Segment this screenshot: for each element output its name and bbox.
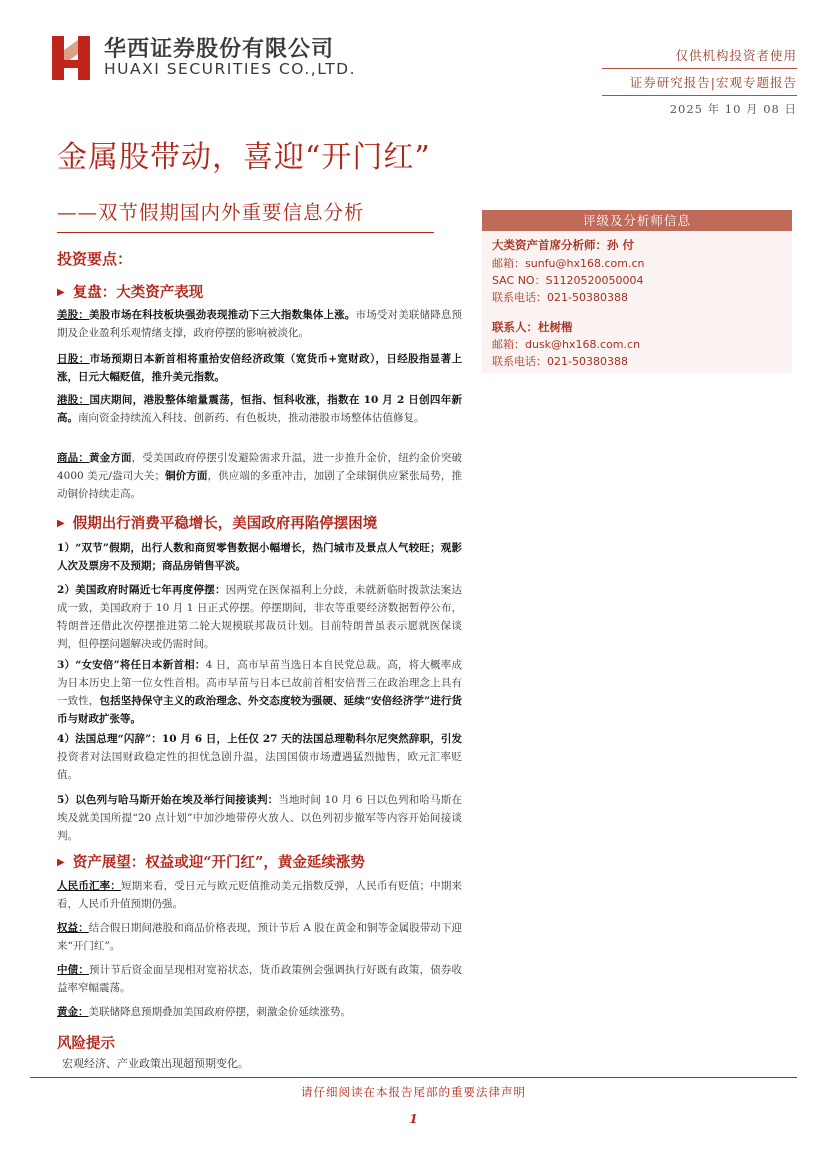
triangle-bullet-icon: ▶ — [57, 857, 65, 868]
subtitle-rule — [57, 232, 434, 233]
para-israel-hamas: 5）以色列与哈马斯开始在埃及举行间接谈判：当地时间 10 月 6 日以色列和哈马斯在埃及就美国所提“20 点计划”中加沙地带停火放人、以色列初步撤军等内容开始间接谈判。 — [57, 794, 462, 842]
section-heading-review: ▶ 复盘：大类资产表现 — [57, 284, 204, 301]
analyst-name: 大类资产首席分析师：孙 付 — [492, 238, 635, 252]
risk-text: 宏观经济、产业政策出现超预期变化。 — [62, 1057, 249, 1070]
para-japan-pm: 3）“女安倍”将任日本新首相：4 日，高市早苗当选日本自民党总裁。高，将大概率成为日本历史上第一位女性首相。高市早苗与日本已故前首相安倍晋三在政治理念上具有一致性，包括坚持保守主义的政治理念、外交态度较为强硬、延续“安倍经济学”进行货币与财政扩张等。 — [57, 659, 463, 725]
contact-phone: 联系电话：021-50380388 — [492, 355, 628, 368]
report-subtitle: ——双节假期国内外重要信息分析 — [57, 201, 365, 224]
company-name-en: HUAXI SECURITIES CO.,LTD. — [104, 60, 357, 78]
para-hk-stocks: 港股：国庆期间，港股整体缩量震荡，恒指、恒科收涨，指数在 10 月 2 日创四年新高。南向资金持续流入科技、创新药、有色板块，推动港股市场整体估值修复。 — [57, 394, 463, 424]
report-title: 金属股带动，喜迎“开门红” — [57, 140, 431, 175]
header-divider — [602, 68, 797, 69]
key-points-heading: 投资要点： — [57, 250, 133, 268]
analyst-email[interactable]: 邮箱：sunfu@hx168.com.cn — [492, 257, 645, 270]
section-heading-outlook: ▶ 资产展望：权益或迎“开门红”，黄金延续涨势 — [57, 854, 365, 871]
para-france-pm: 4）法国总理“闪辞”：10 月 6 日，上任仅 27 天的法国总理勒科尔尼突然辞职，引发投资者对法国财政稳定性的担忧急剧升温，法国国债市场遭遇猛烈抛售，欧元汇率贬值。 — [57, 733, 462, 781]
report-date: 2025 年 10 月 08 日 — [669, 102, 797, 116]
analyst-phone: 联系电话：021-50380388 — [492, 291, 628, 304]
para-commodities: 商品：黄金方面，受美国政府停摆引发避险需求升温，进一步推升金价，纽约金价突破 4000 美元/盎司大关；铜价方面，供应端的多重冲击，加剧了全球铜供应紧张局势，推动铜价持续走高。 — [57, 452, 463, 500]
audience-notice: 仅供机构投资者使用 — [675, 48, 797, 63]
footer-divider — [30, 1077, 797, 1078]
analyst-sac-no: SAC NO：S1120520050004 — [492, 274, 644, 287]
legal-notice: 请仔细阅读在本报告尾部的重要法律声明 — [301, 1085, 526, 1099]
report-category: 证券研究报告|宏观专题报告 — [629, 75, 797, 90]
triangle-bullet-icon: ▶ — [57, 518, 65, 529]
para-holiday-consumption: 1）“双节”假期，出行人数和商贸零售数据小幅增长，热门城市及景点人气较旺；观影人次及票房不及预期；商品房销售平淡。 — [57, 542, 462, 572]
triangle-bullet-icon: ▶ — [57, 287, 65, 298]
company-logo — [52, 30, 362, 82]
contact-email[interactable]: 邮箱：dusk@hx168.com.cn — [492, 338, 641, 351]
para-rmb: 人民币汇率：短期来看，受日元与欧元贬值推动美元指数反弹，人民币有贬值；中期来看，人民币升值预期仍强。 — [57, 880, 463, 910]
company-name-cn: 华西证券股份有限公司 — [104, 37, 335, 62]
para-bonds: 中债：预计节后资金面呈现相对宽裕状态，货币政策例会强调执行好既有政策，债券收益率窄幅震荡。 — [57, 964, 463, 994]
section-heading-holiday: ▶ 假期出行消费平稳增长，美国政府再陷停摆困境 — [57, 515, 378, 532]
para-us-stocks: 美股：美股市场在科技板块强劲表现推动下三大指数集体上涨。市场受对美联储降息预期及企业盈利乐观情绪支撑，政府停摆的影响被淡化。 — [57, 309, 463, 339]
analyst-info-box — [482, 210, 792, 373]
huaxi-logo-icon — [52, 30, 94, 80]
header-divider — [602, 95, 797, 96]
para-gold: 黄金：美联储降息预期叠加美国政府停摆，刺激金价延续涨势。 — [57, 1006, 351, 1018]
analyst-box-heading: 评级及分析师信息 — [482, 210, 792, 231]
para-equity: 权益：结合假日期间港股和商品价格表现，预计节后 A 股在黄金和铜等金属股带动下迎来“开门红”。 — [57, 922, 463, 952]
para-us-shutdown: 2）美国政府时隔近七年再度停摆：因两党在医保福利上分歧，未就新临时拨款法案达成一致，美国政府于 10 月 1 日正式停摆。停摆期间，非农等重要经济数据暂停公布，特朗普还借此次停摆推进第二轮大规模联邦裁员计划。目前特朗普虽表示愿就医保谈判，但停摆问题解决或仍需时间。 — [57, 584, 462, 650]
para-japan-stocks: 日股：市场预期日本新首相将重拾安倍经济政策（宽货币+宽财政），日经股指显著上涨，日元大幅贬值，推升美元指数。 — [57, 353, 463, 383]
risk-heading: 风险提示 — [57, 1035, 115, 1052]
contact-name: 联系人：杜树楷 — [492, 320, 573, 334]
page-number: 1 — [409, 1112, 418, 1126]
